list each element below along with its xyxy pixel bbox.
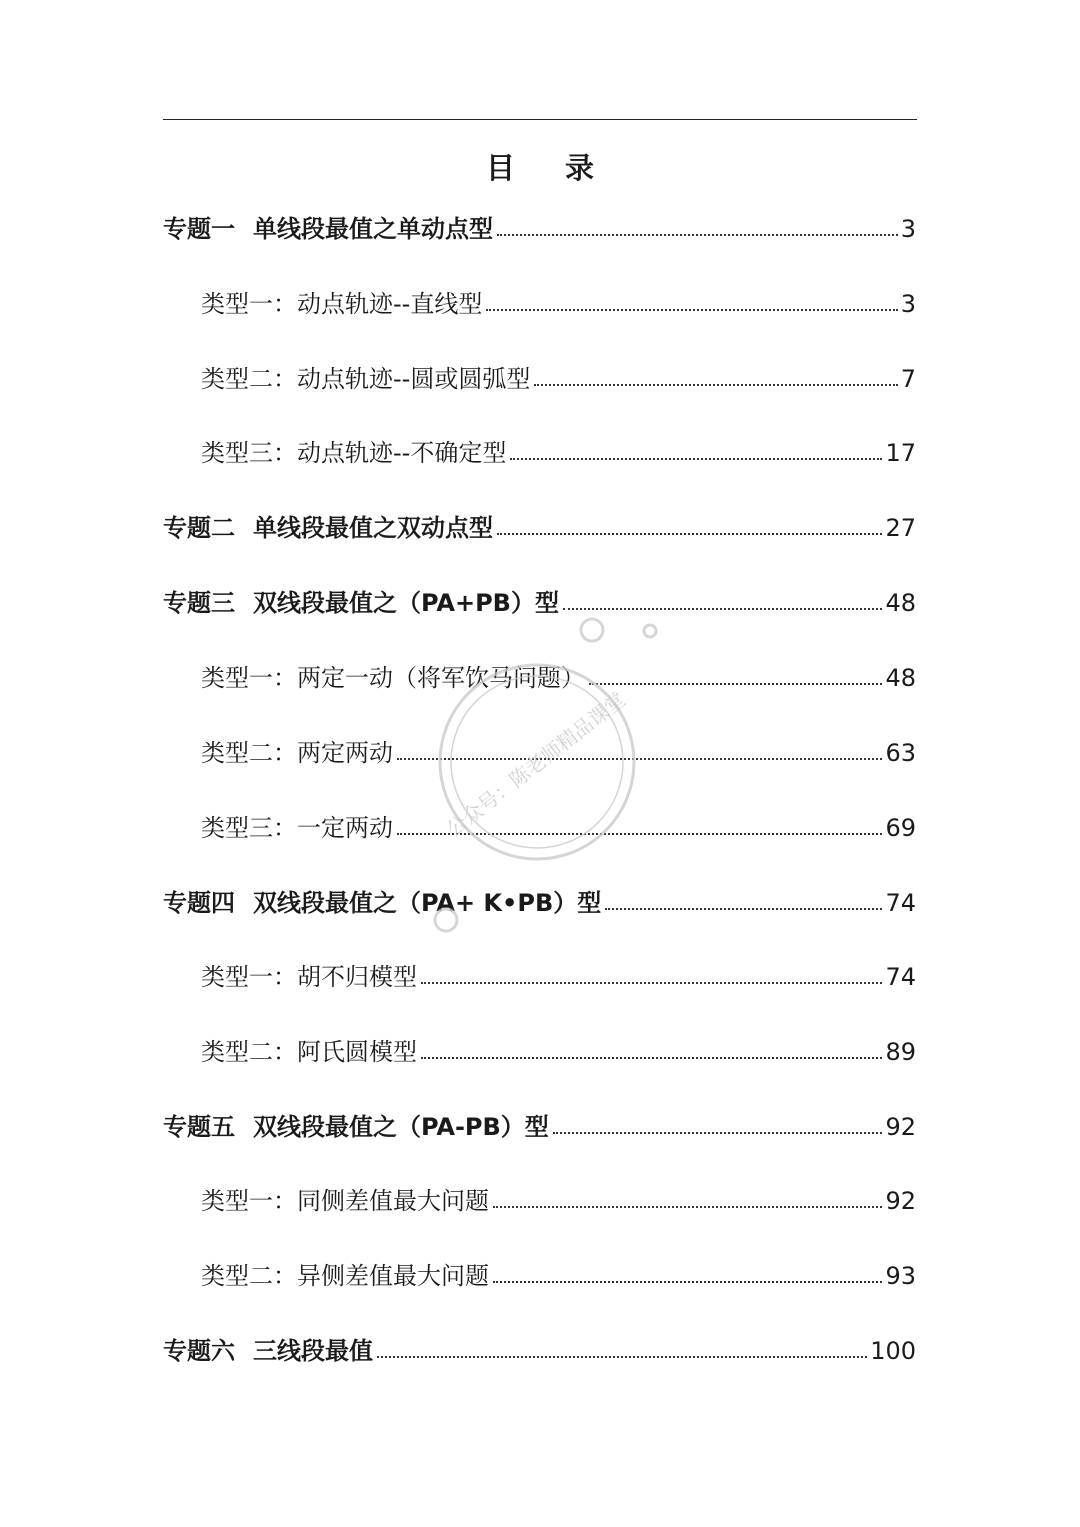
dot-leader [589, 683, 882, 685]
dot-leader [497, 234, 898, 236]
toc-entry[interactable] [201, 724, 916, 768]
toc-entry-title: 一定两动 [297, 814, 393, 842]
watermark-text: 公众号：陈老师精品课堂 [441, 687, 630, 842]
toc-entry-page: 74 [885, 889, 916, 917]
toc-entry-number: 专题一 [163, 215, 235, 243]
dot-leader [421, 1057, 882, 1059]
toc-entry-page: 92 [885, 1113, 916, 1141]
toc-entry[interactable] [201, 649, 916, 693]
toc-entry[interactable] [163, 499, 916, 543]
toc-entry-title: 动点轨迹--直线型 [297, 290, 483, 318]
toc-entry-number: 类型一： [201, 664, 297, 692]
toc-entry-title: 同侧差值最大问题 [297, 1187, 489, 1215]
toc-entry[interactable] [163, 1322, 916, 1366]
toc-entry-page: 63 [885, 739, 916, 767]
toc-entry-title: 双线段最值之（PA+ K•PB）型 [253, 889, 602, 917]
toc-entry-page: 3 [900, 290, 916, 318]
toc-entry-number: 类型二： [201, 365, 297, 393]
toc-entry-page: 74 [885, 963, 916, 991]
toc-entry-page: 92 [885, 1187, 916, 1215]
toc-entry-number: 类型二： [201, 1262, 297, 1290]
toc-entry-page: 27 [885, 514, 916, 542]
toc-entry-number: 类型三： [201, 814, 297, 842]
toc-entry-number: 专题四 [163, 889, 235, 917]
dot-leader [486, 309, 897, 311]
toc-entry-title: 异侧差值最大问题 [297, 1262, 489, 1290]
toc-entry-number: 类型二： [201, 1038, 297, 1066]
toc-entry[interactable] [201, 350, 916, 394]
toc-entry-number: 专题六 [163, 1337, 235, 1365]
toc-entry-page: 100 [870, 1337, 916, 1365]
toc-entry-number: 专题二 [163, 514, 235, 542]
toc-entry-title: 单线段最值之单动点型 [253, 215, 493, 243]
toc-entry[interactable] [201, 948, 916, 992]
dot-leader [563, 608, 883, 610]
toc-entry-number: 专题三 [163, 589, 235, 617]
dot-leader [377, 1356, 867, 1358]
toc-entry[interactable] [201, 275, 916, 319]
dot-leader [493, 1281, 882, 1283]
toc-entry-number: 类型一： [201, 1187, 297, 1215]
toc-entry-title: 双线段最值之（PA+PB）型 [253, 589, 559, 617]
toc-entry[interactable] [201, 799, 916, 843]
dot-leader [397, 833, 882, 835]
toc-entry-page: 17 [885, 439, 916, 467]
toc-entry[interactable] [201, 1247, 916, 1291]
toc-entry-number: 类型三： [201, 439, 297, 467]
dot-leader [534, 384, 897, 386]
toc-entry-title: 三线段最值 [253, 1337, 373, 1365]
toc-entry[interactable] [163, 200, 916, 244]
dot-leader [397, 758, 882, 760]
toc-entry-title: 动点轨迹--不确定型 [297, 439, 507, 467]
toc-entry-number: 类型一： [201, 963, 297, 991]
toc-entry-number: 专题五 [163, 1113, 235, 1141]
toc-entry-title: 两定一动（将军饮马问题） [297, 664, 585, 692]
toc-entry[interactable] [163, 574, 916, 618]
toc-entry-title: 两定两动 [297, 739, 393, 767]
page-title: 目 录 [485, 151, 615, 185]
dot-leader [493, 1206, 882, 1208]
toc-entry[interactable] [163, 1098, 916, 1142]
toc-entry-number: 类型一： [201, 290, 297, 318]
dot-leader [497, 533, 882, 535]
toc-entry[interactable] [201, 1023, 916, 1067]
toc-entry-title: 动点轨迹--圆或圆弧型 [297, 365, 531, 393]
toc-entry-page: 89 [885, 1038, 916, 1066]
toc-entry-title: 单线段最值之双动点型 [253, 514, 493, 542]
toc-entry-title: 双线段最值之（PA-PB）型 [253, 1113, 549, 1141]
toc-entry-page: 7 [900, 365, 916, 393]
toc-entry-page: 69 [885, 814, 916, 842]
toc-entry-page: 48 [885, 664, 916, 692]
toc-entry[interactable] [163, 874, 916, 918]
toc-entry-page: 48 [885, 589, 916, 617]
toc-entry-page: 3 [900, 215, 916, 243]
toc-entry[interactable] [201, 424, 916, 468]
toc-entry[interactable] [201, 1172, 916, 1216]
dot-leader [605, 908, 882, 910]
dot-leader [510, 458, 882, 460]
toc-entry-page: 93 [885, 1262, 916, 1290]
toc-entry-title: 胡不归模型 [297, 963, 417, 991]
toc-entry-title: 阿氏圆模型 [297, 1038, 417, 1066]
dot-leader [553, 1132, 883, 1134]
toc-entry-number: 类型二： [201, 739, 297, 767]
dot-leader [421, 982, 882, 984]
